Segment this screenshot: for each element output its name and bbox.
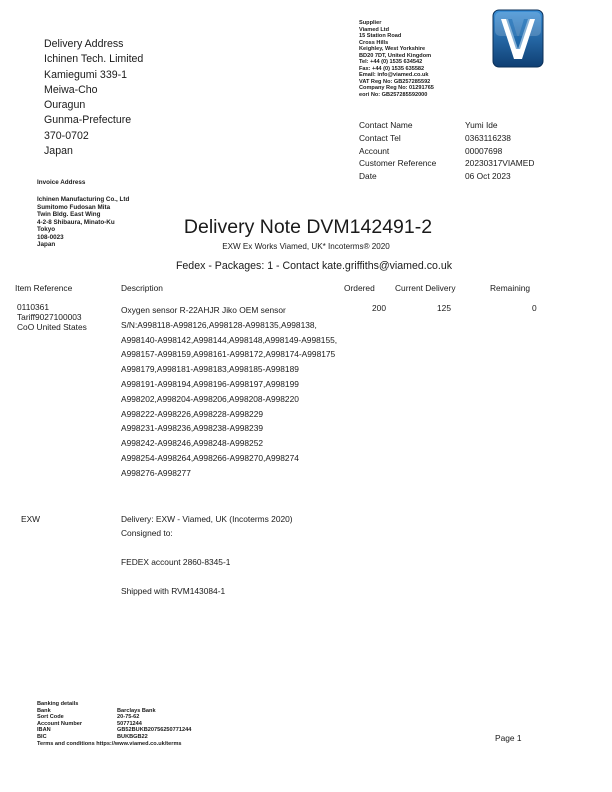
item-origin: CoO United States [17, 321, 87, 332]
delivery-terms-block [121, 514, 293, 596]
delivery-terms: Delivery: EXW - Viamed, UK (Incoterms 2020) [121, 514, 293, 524]
supplier-line: VAT Reg No: GB257285592 [359, 78, 431, 85]
banking-heading: Banking details [37, 701, 79, 707]
header-ordered: Ordered [344, 283, 375, 293]
page-number: Page 1 [495, 733, 522, 743]
supplier-heading: Supplier [359, 20, 382, 26]
banking-row [37, 708, 182, 715]
description-line: Oxygen sensor R-22AHJR Jiko OEM sensor [121, 305, 286, 315]
contact-label: Date [359, 171, 377, 182]
invoice-address-line: Tokyo [37, 226, 56, 233]
supplier-line: Keighley, West Yorkshire [359, 46, 426, 52]
banking-value: BUKBGB22 [117, 733, 148, 740]
banking-label: Bank [37, 707, 51, 714]
banking-row [37, 721, 182, 728]
banking-label: Account Number [37, 720, 83, 727]
shipping-info: Fedex - Packages: 1 - Contact kate.griffiths@viamed.co.uk [175, 260, 453, 272]
current-delivery-quantity: 125 [437, 303, 451, 313]
header-remaining: Remaining [490, 283, 531, 293]
description-line: A998231-A998236,A998238-A998239 [121, 423, 264, 434]
delivery-address-line: Gunma-Prefecture [44, 114, 132, 127]
banking-row [37, 727, 192, 734]
description-line: A998140-A998142,A998144,A998148,A998149-A998155, [121, 334, 338, 345]
contact-label: Contact Name [359, 120, 413, 130]
contact-value: 0363116238 [465, 132, 511, 143]
contact-row-reference [359, 157, 535, 170]
shipped-with: Shipped with RVM143084-1 [121, 586, 226, 596]
item-tariff: Tariff9027100003 [17, 311, 82, 322]
description-line: A998222-A998226,A998228-A998229 [121, 408, 264, 419]
banking-value: 50771244 [117, 720, 142, 727]
banking-label: BIC [37, 733, 47, 740]
exw-label: EXW [21, 514, 41, 524]
description-line: A998254-A998264,A998266-A998270,A998274 [121, 452, 299, 463]
delivery-address-heading: Delivery Address [44, 38, 124, 50]
document-title: Delivery Note DVM142491-2 [183, 216, 433, 238]
description-line: A998157-A998159,A998161-A998172,A998174-A998175 [121, 349, 336, 360]
incoterms-line: EXW Ex Works Viamed, UK* Incoterms® 2020 [222, 242, 390, 251]
contact-row-account [359, 145, 503, 158]
supplier-line: BD20 7DT, United Kingdom [359, 52, 432, 59]
banking-value: 20-75-62 [117, 714, 140, 721]
banking-row [37, 714, 182, 721]
banking-details [37, 701, 192, 747]
delivery-address-line: 370-0702 [44, 129, 89, 142]
consigned-to: Consigned to: [121, 528, 173, 538]
description-line: A998202,A998204-A998206,A998208-A998220 [121, 393, 299, 404]
description-line: A998276-A998277 [121, 467, 191, 478]
contact-label: Contact Tel [359, 132, 401, 143]
terms-link[interactable]: Terms and conditions https://www.viamed.co.uk/terms [37, 740, 182, 747]
contact-row-name [359, 119, 498, 132]
item-reference-cell [17, 303, 87, 332]
description-line: A998191-A998194,A998196-A998197,A998199 [121, 378, 299, 389]
delivery-address-line: Japan [44, 145, 73, 158]
header-item-reference: Item Reference [15, 283, 73, 293]
supplier-block [359, 20, 434, 98]
invoice-address-line: 4-2-8 Shibaura, Minato-Ku [37, 218, 115, 226]
contact-info [359, 119, 535, 183]
banking-label: Sort Code [37, 714, 64, 721]
delivery-address-line: Ouragun [44, 99, 86, 112]
item-code: 0110361 [17, 302, 49, 312]
delivery-address-line: Ichinen Tech. Limited [44, 53, 144, 66]
header-current-delivery: Current Delivery [395, 283, 456, 293]
contact-value: 06 Oct 2023 [465, 171, 511, 182]
banking-value: GB52BUKB20756250771244 [117, 727, 192, 734]
fedex-account: FEDEX account 2860-8345-1 [121, 557, 231, 567]
delivery-address-line: Meiwa-Cho [44, 83, 98, 96]
invoice-address-line: Ichinen Manufacturing Co., Ltd [37, 196, 130, 203]
viamed-logo-icon [492, 9, 544, 68]
contact-row-date [359, 170, 511, 183]
remaining-quantity: 0 [532, 303, 537, 313]
contact-row-tel [359, 132, 511, 145]
invoice-address-line: Japan [37, 241, 56, 248]
invoice-address-line: 108-0023 [37, 233, 64, 241]
banking-row [37, 734, 182, 741]
banking-label: IBAN [37, 727, 51, 734]
invoice-address-line: Sumitomo Fudosan Mita [37, 203, 111, 211]
delivery-address [44, 37, 143, 159]
delivery-address-line: Kamiegumi 339-1 [44, 68, 128, 81]
description-line: A998179,A998181-A998183,A998185-A998189 [121, 364, 299, 375]
supplier-line: 15 Station Road [359, 33, 402, 39]
supplier-line: Fax: +44 (0) 1535 635582 [359, 65, 425, 72]
contact-label: Account [359, 145, 390, 156]
ordered-quantity: 200 [372, 303, 386, 313]
supplier-line: Company Reg No: 01291765 [359, 85, 434, 91]
description-line: A998242-A998246,A998248-A998252 [121, 438, 264, 449]
invoice-address-heading: Invoice Address [37, 179, 86, 186]
banking-value: Barclays Bank [117, 707, 156, 714]
description-line: S/N:A998118-A998126,A998128-A998135,A998138, [121, 319, 317, 330]
header-description: Description [121, 283, 163, 293]
item-description-cell [121, 303, 337, 481]
contact-value: 00007698 [465, 145, 503, 156]
supplier-line: eori No: GB257285592000 [359, 91, 428, 98]
supplier-line: Tel: +44 (0) 1535 634542 [359, 59, 423, 65]
supplier-line: Viamed Ltd [359, 26, 390, 33]
contact-value: Yumi Ide [465, 120, 498, 130]
contact-label: Customer Reference [359, 158, 437, 169]
invoice-address-line: Twin Bldg. East Wing [37, 211, 101, 218]
contact-value: 20230317VIAMED [465, 158, 535, 169]
supplier-line: Cross Hills [359, 39, 389, 46]
supplier-line: Email: info@viamed.co.uk [359, 72, 429, 78]
